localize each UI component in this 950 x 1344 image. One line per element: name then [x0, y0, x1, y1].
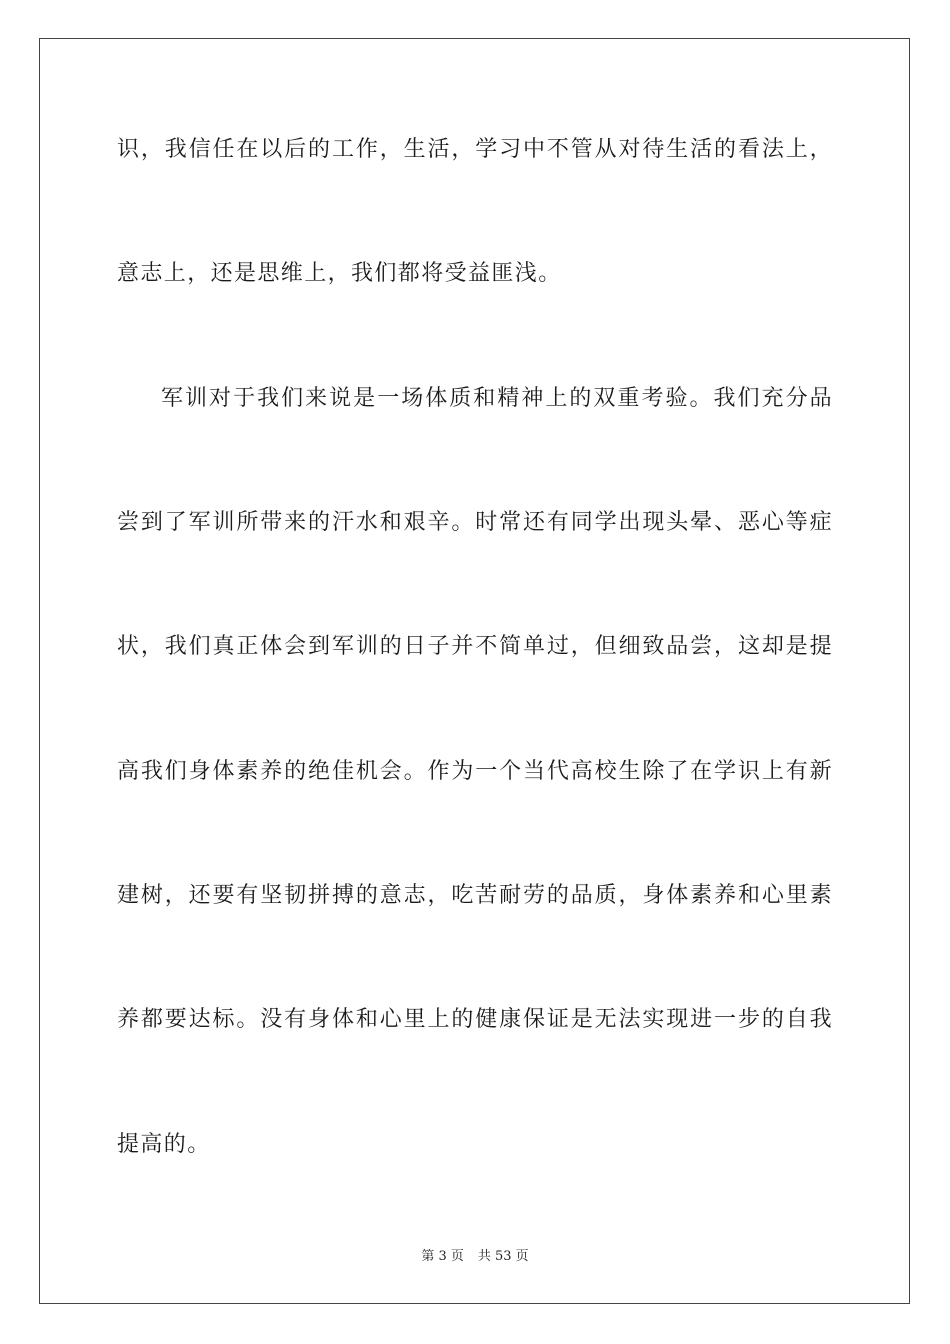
- page-number: 第 3 页: [421, 1249, 464, 1264]
- page-footer: [0, 1248, 950, 1266]
- page-total: 共 53 页: [477, 1249, 529, 1264]
- text-line-5: 状，我们真正体会到军训的日子并不简单过，但细致品尝，这却是提: [117, 634, 833, 659]
- text-line-2: 意志上，还是思维上，我们都将受益匪浅。: [117, 261, 562, 286]
- page-border: [39, 38, 910, 1304]
- text-line-9: 提高的。: [117, 1132, 211, 1157]
- text-line-6: 高我们身体素养的绝佳机会。作为一个当代高校生除了在学识上有新: [117, 759, 833, 784]
- paragraph-start-line: 军训对于我们来说是一场体质和精神上的双重考验。我们充分品: [161, 386, 833, 411]
- text-line-4: 尝到了军训所带来的汗水和艰辛。时常还有同学出现头晕、恶心等症: [117, 510, 833, 535]
- text-line-8: 养都要达标。没有身体和心里上的健康保证是无法实现进一步的自我: [117, 1007, 833, 1032]
- text-line-1: 识，我信任在以后的工作，生活，学习中不管从对待生活的看法上，: [117, 137, 833, 162]
- text-line-7: 建树，还要有坚韧拼搏的意志，吃苦耐劳的品质，身体素养和心里素: [117, 883, 833, 908]
